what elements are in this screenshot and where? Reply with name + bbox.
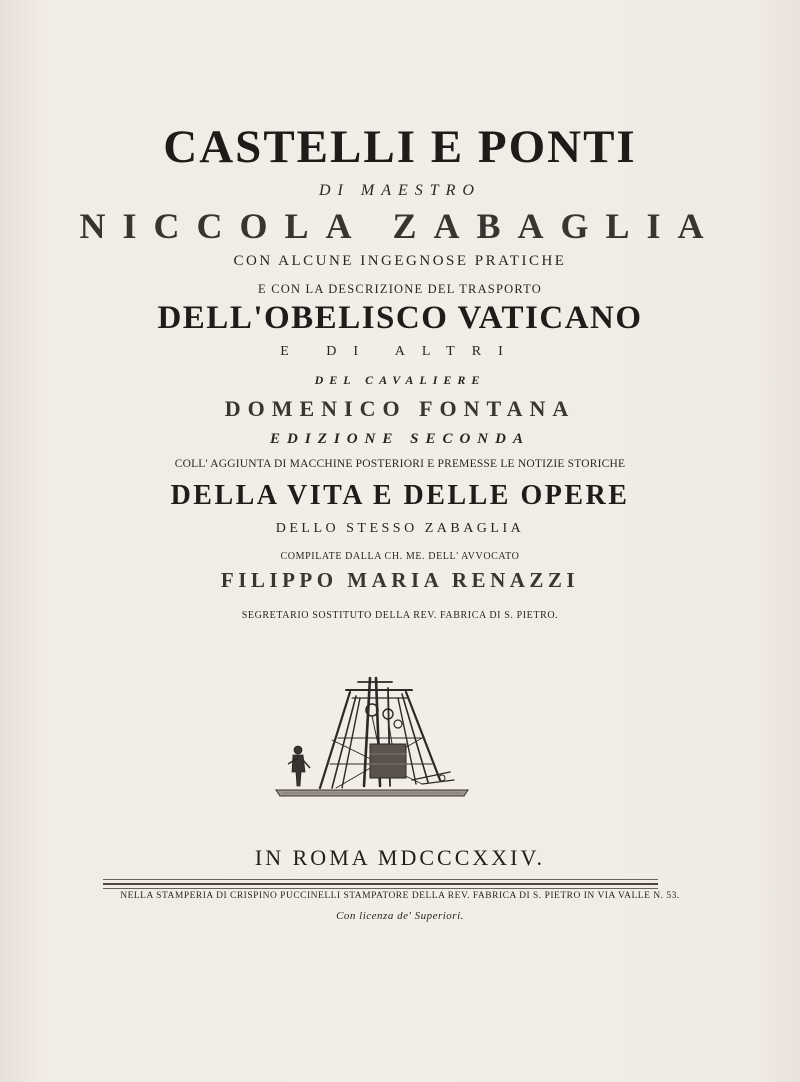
imprint-rule xyxy=(103,888,658,889)
e-di-altri-line: E DI ALTRI xyxy=(280,344,520,359)
domenico-fontana-name: DOMENICO FONTANA xyxy=(224,396,576,421)
edition-line: EDIZIONE SECONDA xyxy=(270,431,530,447)
scaffold-machine-engraving-icon xyxy=(272,668,472,802)
subtitle-con-alcune: CON ALCUNE INGEGNOSE PRATICHE xyxy=(233,253,567,269)
obelisco-heading: DELL'OBELISCO VATICANO xyxy=(157,300,643,336)
segretario-line: SEGRETARIO SOSTITUTO DELLA REV. FABRICA DI S. PIETRO. xyxy=(241,610,559,621)
imprint-place-date: IN ROMA MDCCCXXIV. xyxy=(254,845,546,870)
aggiunta-line: COLL' AGGIUNTA DI MACCHINE POSTERIORI E PREMESSE LE NOTIZIE STORICHE xyxy=(174,458,626,470)
di-maestro-line: DI MAESTRO xyxy=(319,182,481,199)
book-title: CASTELLI E PONTI xyxy=(163,121,637,173)
imprint-rule xyxy=(103,879,658,880)
author-name: NICCOLA ZABAGLIA xyxy=(79,206,721,246)
subtitle-descrizione: E CON LA DESCRIZIONE DEL TRASPORTO xyxy=(258,282,542,296)
licenza-line: Con licenza de' Superiori. xyxy=(336,910,464,922)
vita-heading: DELLA VITA E DELLE OPERE xyxy=(170,480,630,511)
printer-line: NELLA STAMPERIA DI CRISPINO PUCCINELLI STAMPATORE DELLA REV. FABRICA DI S. PIETRO IN VIA VALLE N. 53. xyxy=(120,891,680,901)
compilate-line: COMPILATE DALLA CH. ME. DELL' AVVOCATO xyxy=(280,551,520,562)
dello-stesso-line: DELLO STESSO ZABAGLIA xyxy=(275,521,525,536)
renazzi-name: FILIPPO MARIA RENAZZI xyxy=(220,568,580,592)
imprint-rule xyxy=(103,883,658,885)
del-cavaliere-line: DEL CAVALIERE xyxy=(314,373,486,387)
